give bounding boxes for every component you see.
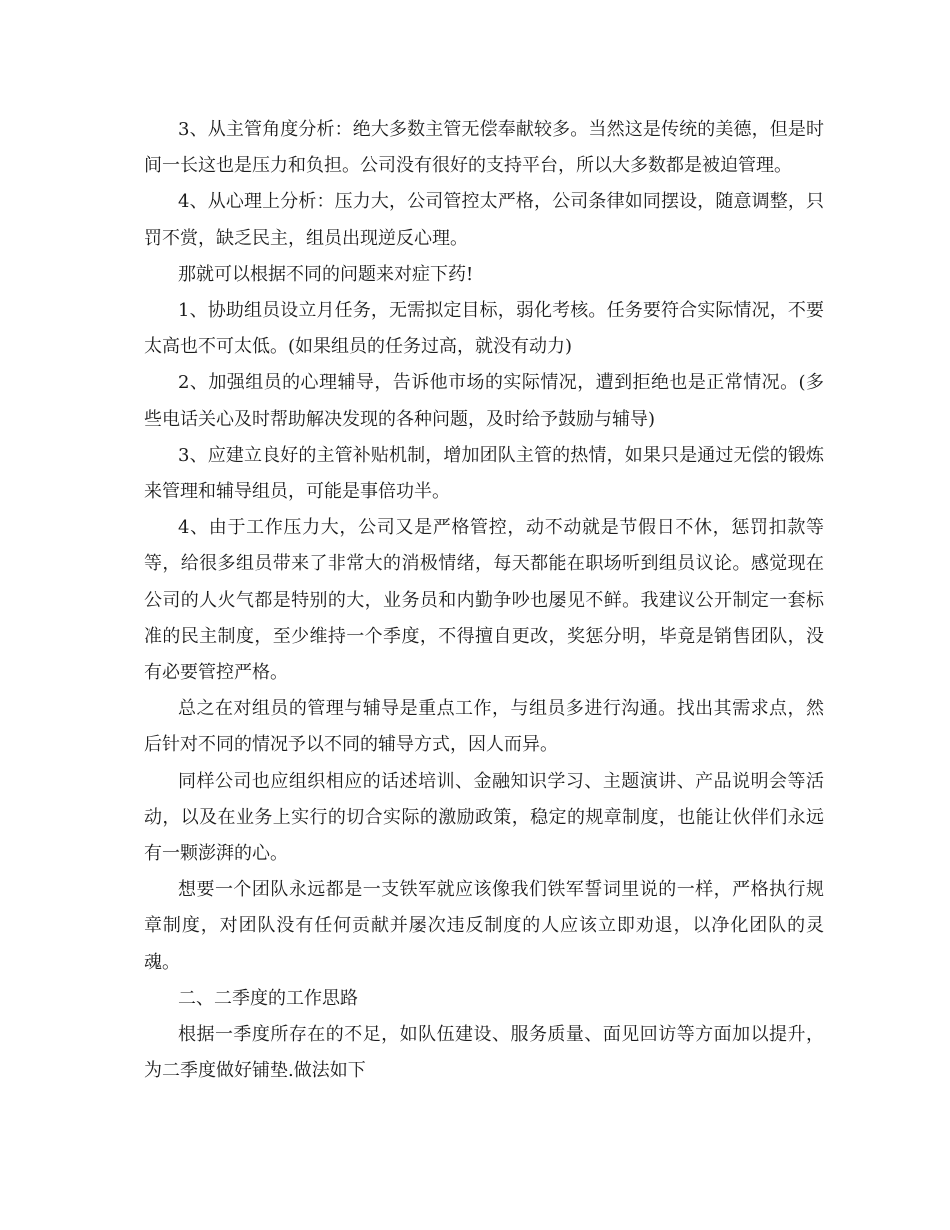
document-page: [144, 112, 824, 1089]
paragraph: 2、加强组员的心理辅导，告诉他市场的实际情况，遭到拒绝也是正常情况。(多些电话关心及时帮助解决发现的各种问题，及时给予鼓励与辅导): [144, 372, 824, 430]
paragraph: 1、协助组员设立月任务，无需拟定目标，弱化考核。任务要符合实际情况，不要太高也不可太低。(如果组员的任务过高，就没有动力): [144, 300, 824, 358]
paragraph: 3、应建立良好的主管补贴机制，增加团队主管的热情，如果只是通过无偿的锻炼来管理和辅导组员，可能是事倍功半。: [144, 444, 824, 503]
paragraph: 总之在对组员的管理与辅导是重点工作，与组员多进行沟通。找出其需求点，然后针对不同的情况予以不同的辅导方式，因人而异。: [144, 698, 824, 756]
paragraph: 那就可以根据不同的问题来对症下药!: [178, 263, 474, 285]
section-heading: 二、二季度的工作思路: [178, 987, 358, 1009]
paragraph: 想要一个团队永远都是一支铁军就应该像我们铁军誓词里说的一样，严格执行规章制度，对团队没有任何贡献并屡次违反制度的人应该立即劝退，以净化团队的灵魂。: [144, 879, 824, 973]
paragraph: 4、由于工作压力大，公司又是严格管控，动不动就是节假日不休，惩罚扣款等等，给很多组员带来了非常大的消极情绪，每天都能在职场听到组员议论。感觉现在公司的人火气都是特别的大，业务员和内勤争吵也屡见不鲜。我建议公开制定一套标准的民主制度，至少维持一个季度，不得擅自更改，奖惩分明，毕竟是销售团队，没有必要管控严格。: [144, 517, 824, 684]
paragraph: 根据一季度所存在的不足，如队伍建设、服务质量、面见回访等方面加以提升，为二季度做好铺垫.做法如下: [144, 1024, 824, 1082]
paragraph: 3、从主管角度分析：绝大多数主管无偿奉献较多。当然这是传统的美德，但是时间一长这也是压力和负担。公司没有很好的支持平台，所以大多数都是被迫管理。: [144, 119, 824, 177]
paragraph: 同样公司也应组织相应的话述培训、金融知识学习、主题演讲、产品说明会等活动，以及在业务上实行的切合实际的激励政策，稳定的规章制度，也能让伙伴们永远有一颗澎湃的心。: [144, 770, 824, 865]
paragraph: 4、从心理上分析：压力大，公司管控太严格，公司条律如同摆设，随意调整，只罚不赏，缺乏民主，组员出现逆反心理。: [144, 191, 824, 249]
